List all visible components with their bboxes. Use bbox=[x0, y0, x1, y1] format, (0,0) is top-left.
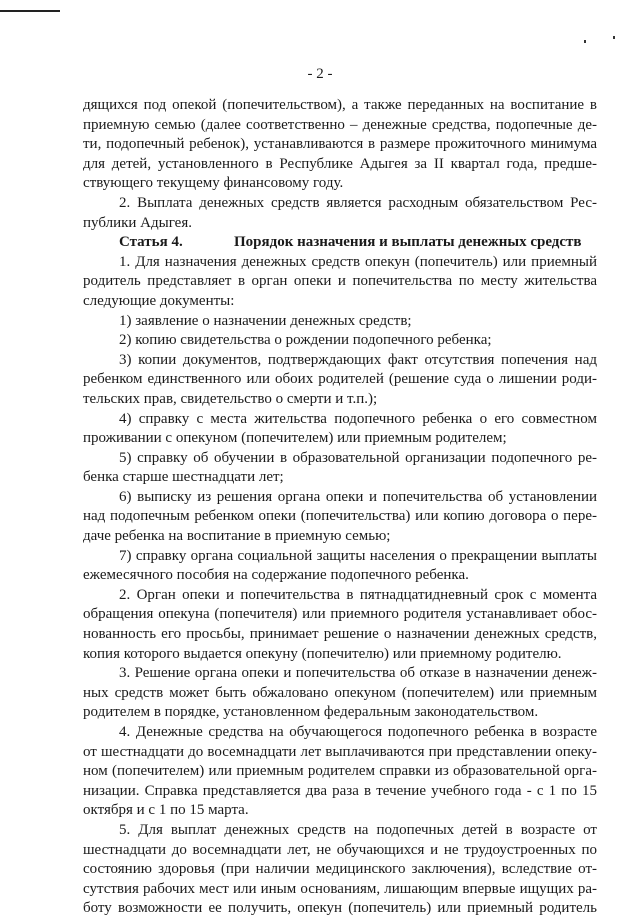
text-line: 5) справку об обучении в образовательной организации подопечного ре- bbox=[119, 449, 597, 466]
text-line: приемную семью (далее соответственно – денежные средства, подопечные де- bbox=[83, 116, 597, 133]
text-line: ти, подопечный ребенок), устанавливаются в размере прожиточного минимума bbox=[83, 136, 597, 153]
text-line: для детей, установленного в Республике Адыгея за II квартал года, предше- bbox=[83, 155, 597, 172]
text-line: 2. Орган опеки и попечительства в пятнадцатидневный срок с момента bbox=[119, 586, 597, 603]
text-line: 6) выписку из решения органа опеки и попечительства об установлении bbox=[119, 488, 597, 505]
text-line: 1. Для назначения денежных средств опекун (попечитель) или приемный bbox=[119, 253, 597, 270]
text-line: дящихся под опекой (попечительством), а также переданных на воспитание в bbox=[83, 97, 597, 113]
text-line: нованность его просьбы, принимает решение о назначении денежных средств, bbox=[83, 626, 597, 643]
scan-artifact-line bbox=[0, 10, 60, 12]
text-line: проживании с опекуном (попечителем) или приемным родителем; bbox=[83, 430, 507, 447]
article-title: Порядок назначения и выплаты денежных средств bbox=[234, 234, 582, 251]
text-line: 2) копию свидетельства о рождении подопечного ребенка; bbox=[119, 332, 492, 349]
text-line: ежемесячного пособия на содержание подопечного ребенка. bbox=[83, 567, 469, 584]
page-number: - 2 - bbox=[307, 66, 333, 82]
article-number: Статья 4. bbox=[119, 234, 183, 251]
text-line: боту возможности ее получить, опекун (попечитель) или приемный родитель bbox=[83, 900, 597, 917]
article-heading bbox=[83, 233, 597, 253]
text-line: состоянию здоровья (при наличии медицинского заключения), вследствие от- bbox=[83, 861, 597, 878]
text-line: октября и с 1 по 15 марта. bbox=[83, 802, 249, 819]
text-line: сутствия рабочих мест или иным основаниям, лишающим впервые ищущих ра- bbox=[83, 880, 597, 897]
text-line: ном (попечителем) или приемным родителем справки из образовательной орга- bbox=[83, 763, 597, 780]
text-line: 5. Для выплат денежных средств на подопечных детей в возрасте от bbox=[119, 821, 597, 838]
text-line: копия которого выдается опекуну (попечителю) или приемному родителю. bbox=[83, 645, 562, 662]
text-line: 3) копии документов, подтверждающих факт отсутствия попечения над bbox=[119, 351, 597, 368]
text-line: 1) заявление о назначении денежных средств; bbox=[119, 312, 412, 329]
text-line: шестнадцати до восемнадцати лет, не обучающихся и не трудоустроенных по bbox=[83, 841, 597, 858]
text-line: тельских прав, свидетельство о смерти и т.п.); bbox=[83, 390, 378, 407]
text-line: от шестнадцати до восемнадцати лет выплачиваются при представлении опеку- bbox=[83, 743, 597, 760]
text-line: следующие документы: bbox=[83, 292, 235, 309]
text-line: публики Адыгея. bbox=[83, 214, 192, 231]
scan-artifact-dot bbox=[613, 36, 615, 39]
text-line: родителем в порядке, установленном федеральным законодательством. bbox=[83, 704, 539, 721]
text-line: ствующего текущему финансовому году. bbox=[83, 175, 344, 192]
text-line: обращения опекуна (попечителя) или приемного родителя устанавливает обос- bbox=[83, 606, 597, 623]
scan-artifact-dot bbox=[584, 40, 586, 43]
text-line: низации. Справка представляется два раза в течение учебного года - с 1 по 15 bbox=[83, 782, 597, 799]
text-line: 2. Выплата денежных средств является расходным обязательством Рес- bbox=[119, 194, 597, 211]
text-line: 7) справку органа социальной защиты населения о прекращении выплаты bbox=[119, 547, 597, 564]
text-line: бенка старше шестнадцати лет; bbox=[83, 469, 284, 486]
text-line: ных средств может быть обжаловано опекуном (попечителем) или приемным bbox=[83, 684, 597, 701]
text-line: 3. Решение органа опеки и попечительства об отказе в назначении денеж- bbox=[119, 665, 597, 682]
text-line: даче ребенка на воспитание в приемную семью; bbox=[83, 528, 391, 545]
text-line: над подопечным ребенком опеки (попечительства) или копию договора о пере- bbox=[83, 508, 597, 525]
text-line: родитель представляет в орган опеки и попечительства по месту жительства bbox=[83, 273, 597, 290]
text-line: 4) справку с места жительства подопечного ребенка о его совместном bbox=[119, 410, 597, 427]
document-body bbox=[83, 96, 597, 919]
text-line: ребенком единственного или обоих родителей (решение суда о лишении роди- bbox=[83, 371, 597, 388]
text-line: 4. Денежные средства на обучающегося подопечного ребенка в возрасте bbox=[119, 724, 597, 740]
